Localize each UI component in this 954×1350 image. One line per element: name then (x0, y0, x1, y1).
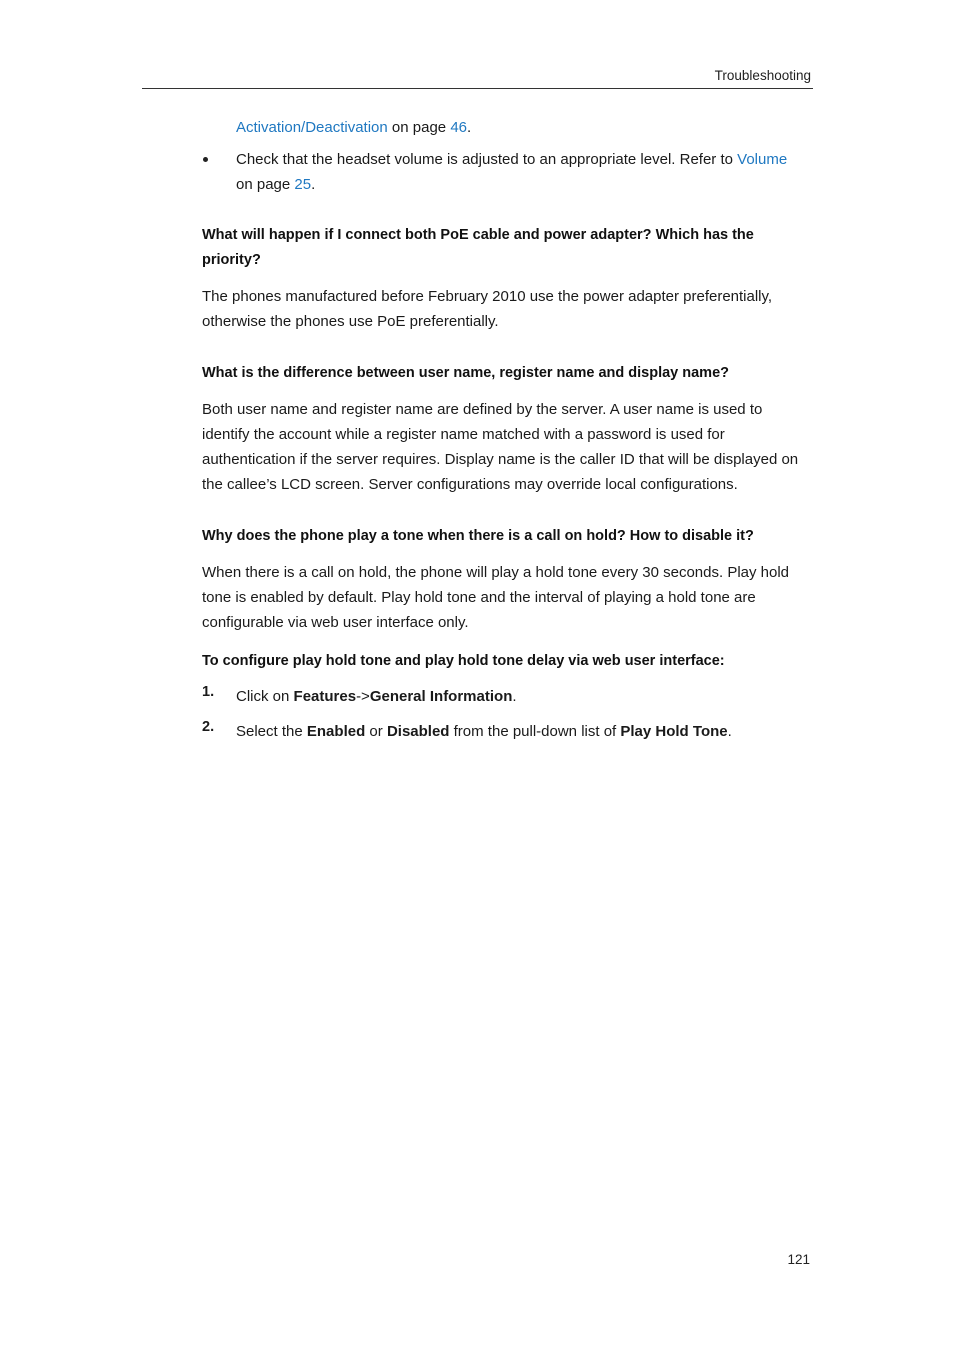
running-header: Troubleshooting (714, 68, 811, 83)
option-disabled: Disabled (386, 723, 450, 740)
text-period: . (467, 119, 472, 136)
page-number: 121 (787, 1252, 810, 1267)
continued-bullet-line (202, 115, 814, 140)
step-number: 1. (202, 684, 215, 700)
step-text (236, 719, 814, 744)
field-play-hold-tone: Play Hold Tone (620, 723, 728, 740)
link-page-46[interactable]: 46 (450, 119, 467, 136)
faq-answer: The phones manufactured before February 2010 use the power adapter preferentially, otherwise the phones use PoE preferentially. (202, 288, 773, 330)
link-activation-deactivation[interactable]: Activation/Deactivation (236, 119, 388, 136)
link-volume[interactable]: Volume (737, 151, 788, 168)
procedure-step (202, 719, 814, 744)
bullet-text-main: Check that the headset volume is adjusted to an appropriate level. Refer to (236, 151, 738, 168)
step-text-from: from the pull-down list of (449, 723, 621, 740)
step-text-end: . (727, 723, 732, 740)
step-text-end: . (512, 688, 517, 705)
procedure-step (202, 684, 814, 709)
step-text (236, 684, 814, 709)
faq-question: Why does the phone play a tone when there is a call on hold? How to disable it? (202, 528, 754, 544)
option-enabled: Enabled (306, 723, 366, 740)
bullet-text-period: . (311, 176, 316, 193)
faq-answer: When there is a call on hold, the phone will play a hold tone every 30 seconds. Play hold tone is enabled by default. Play hold tone and the interval of playing a hold tone are configurable via web user interface only. (202, 564, 790, 631)
faq-answer: Both user name and register name are defined by the server. A user name is used to identify the account while a register name matched with a password is used for authentication if the server requires. Display name is the caller ID that will be displayed on the callee’s LCD screen. Server configurations may override local configurations. (202, 401, 799, 493)
step-text-pre: Click on (236, 688, 294, 705)
faq-question: What will happen if I connect both PoE cable and power adapter? Which has the priority? (202, 227, 754, 268)
step-number: 2. (202, 719, 215, 735)
bullet-text-on-page: on page (236, 176, 295, 193)
menu-general-information: General Information (369, 688, 513, 705)
faq-question: What is the difference between user name, register name and display name? (202, 365, 729, 381)
bullet-item (202, 147, 814, 197)
menu-features: Features (293, 688, 357, 705)
header-divider (142, 88, 813, 89)
link-page-25[interactable]: 25 (294, 176, 312, 193)
procedure-title: To configure play hold tone and play hold tone delay via web user interface: (202, 653, 725, 669)
step-text-pre: Select the (236, 723, 307, 740)
text-on-page: on page (387, 119, 451, 136)
bullet-text (236, 147, 814, 197)
step-text-arrow: -> (356, 688, 370, 705)
bullet-icon (203, 157, 208, 162)
step-text-or: or (365, 723, 387, 740)
page-content (202, 115, 814, 744)
